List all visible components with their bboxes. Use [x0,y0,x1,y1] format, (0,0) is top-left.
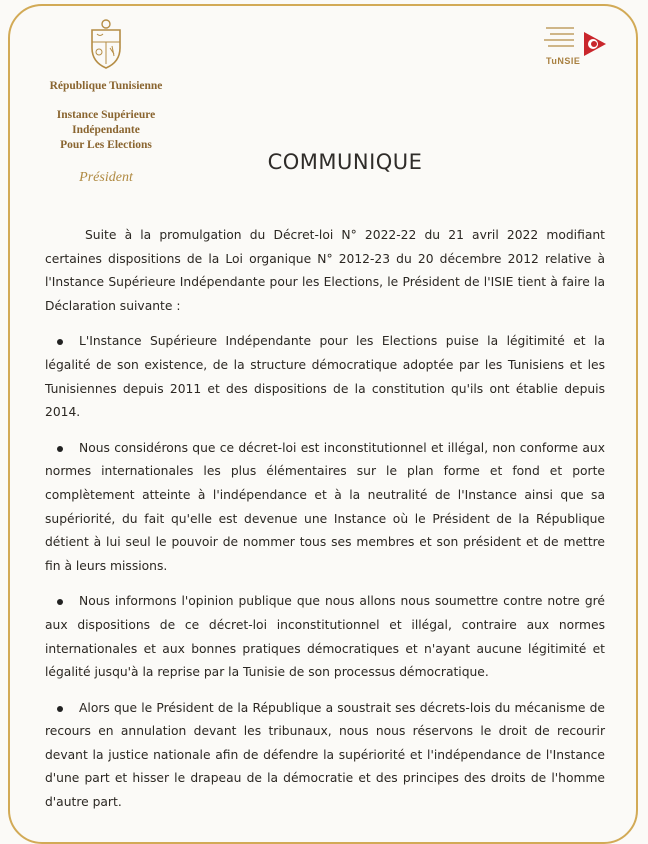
instance-name [30,108,182,153]
bullet-paragraph [45,437,605,579]
communique-body [45,224,605,827]
bullet-text: Nous informons l'opinion publique que nous allons nous soumettre contre notre gré aux dispositions de ce décret-loi inconstitutionnel et illégal, contraire aux normes internationales et aux bonnes pratiques démocratiques et n'ayant aucune légitimité et légalité jusqu'à la reprise par la Tunisie de son processus démocratique. [45,594,605,680]
republic-label: République Tunisienne [49,80,163,92]
bullet-icon [57,339,63,345]
bullet-text: L'Instance Supérieure Indépendante pour les Elections puise la légitimité et la légalité de son existence, de la structure démocratique adoptée par les Tunisiens et les Tunisiennes depuis 2011 et des dispositions de la constitution qu'ils ont établie depuis 2014. [45,334,605,420]
bullet-icon [57,599,63,605]
bullet-icon [57,446,63,452]
bullet-paragraph [45,590,605,684]
intro-paragraph: Suite à la promulgation du Décret-loi N° 2022-22 du 21 avril 2022 modifiant certaines dispositions de la Loi organique N° 2012-23 du 20 décembre 2012 relative à l'Instance Supérieure Indépendante pour les Elections, le Président de l'ISIE tient à faire la Déclaration suivante : [45,228,605,313]
president-signature: Président [79,170,133,185]
bullet-text: Alors que le Président de la République a soustrait ses décrets-lois du mécanisme de recours en annulation devant les tribunaux, nous nous réservons le droit de recourir devant la justice nationale afin de défendre la supériorité et l'indépendance de l'Instance d'une part et hisser le drapeau de la démocratie et des principes des droits de l'homme d'autre part. [45,700,605,810]
isie-logo-icon [540,22,620,74]
page-title: COMMUNIQUE [267,150,423,174]
instance-line: Instance Supérieure [56,109,156,121]
bullet-icon [57,706,63,712]
coat-of-arms-icon [86,18,126,70]
instance-line: Indépendante [72,124,140,136]
instance-line: Pour Les Elections [60,139,152,151]
bullet-paragraph [45,330,605,424]
bullet-text: Nous considérons que ce décret-loi est inconstitutionnel et illégal, non conforme aux normes internationales les plus élémentaires sur le plan forme et fond et porte complètement atteinte à l'indépendance et à la neutralité de l'Instance ainsi que sa supériorité, du fait qu'elle est devenue une Instance où le Président de la République détient à lui seul le pouvoir de nommer tous ses membres et son président et de mettre fin à leurs missions. [45,440,605,573]
bullet-paragraph [45,697,605,815]
logo-text: TuNSIE [546,56,581,66]
